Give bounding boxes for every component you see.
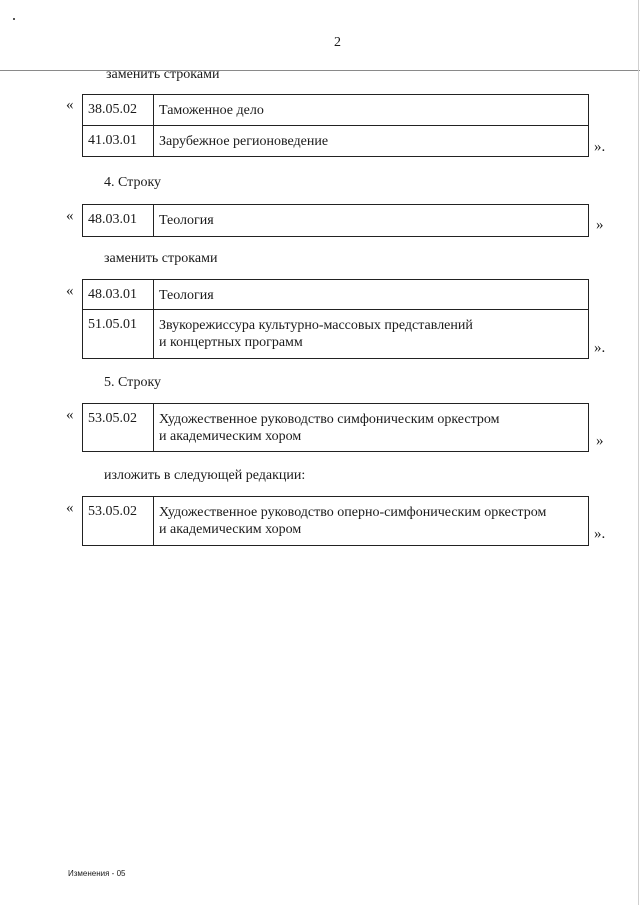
- name-cell: [154, 310, 589, 359]
- open-quote-5: «: [66, 500, 74, 516]
- name-cell: Таможенное дело: [154, 95, 589, 126]
- code-cell: 41.03.01: [83, 126, 154, 157]
- open-quote-2: «: [66, 208, 74, 224]
- close-quote-1: ».: [594, 139, 606, 155]
- table-3: [82, 279, 589, 359]
- name-line-1: Художественное руководство оперно-симфоническим оркестром: [159, 505, 547, 520]
- table-row: [83, 126, 589, 157]
- table-row: [83, 404, 589, 452]
- code-cell: 48.03.01: [83, 280, 154, 310]
- table-4: [82, 403, 589, 452]
- table-row: [83, 95, 589, 126]
- table-row: [83, 310, 589, 359]
- close-quote-4: »: [596, 433, 604, 449]
- table-1: [82, 94, 589, 157]
- name-line-2: и академическим хором: [159, 429, 302, 444]
- name-cell: [154, 404, 589, 452]
- footer-label: Изменения - 05: [68, 869, 126, 878]
- name-line-1: Художественное руководство симфоническим оркестром: [159, 412, 500, 427]
- table-row: [83, 280, 589, 310]
- code-cell: 38.05.02: [83, 95, 154, 126]
- name-cell: Теология: [154, 205, 589, 237]
- table-2: [82, 204, 589, 237]
- scan-edge-line: [0, 70, 640, 71]
- scan-right-edge: [638, 0, 639, 905]
- code-cell: 51.05.01: [83, 310, 154, 359]
- name-cell: Теология: [154, 280, 589, 310]
- scan-speck: [13, 18, 15, 20]
- code-cell: 53.05.02: [83, 497, 154, 546]
- close-quote-5: ».: [594, 526, 606, 542]
- table-row: [83, 205, 589, 237]
- instruction-item-4: 4. Строку: [104, 175, 162, 190]
- instruction-item-5: 5. Строку: [104, 375, 162, 390]
- open-quote-1: «: [66, 97, 74, 113]
- instruction-restate: изложить в следующей редакции:: [104, 468, 306, 483]
- code-cell: 53.05.02: [83, 404, 154, 452]
- close-quote-2: »: [596, 217, 604, 233]
- close-quote-3: ».: [594, 340, 606, 356]
- table-row: [83, 497, 589, 546]
- open-quote-4: «: [66, 407, 74, 423]
- name-cell: [154, 497, 589, 546]
- name-line-1: Звукорежиссура культурно-массовых представлений: [159, 318, 473, 333]
- code-cell: 48.03.01: [83, 205, 154, 237]
- instruction-replace-1: заменить строками: [106, 67, 220, 82]
- name-line-2: и академическим хором: [159, 522, 302, 537]
- name-line-2: и концертных программ: [159, 335, 303, 350]
- open-quote-3: «: [66, 283, 74, 299]
- instruction-replace-2: заменить строками: [104, 251, 218, 266]
- name-cell: Зарубежное регионоведение: [154, 126, 589, 157]
- page-number: 2: [334, 35, 341, 50]
- table-5: [82, 496, 589, 546]
